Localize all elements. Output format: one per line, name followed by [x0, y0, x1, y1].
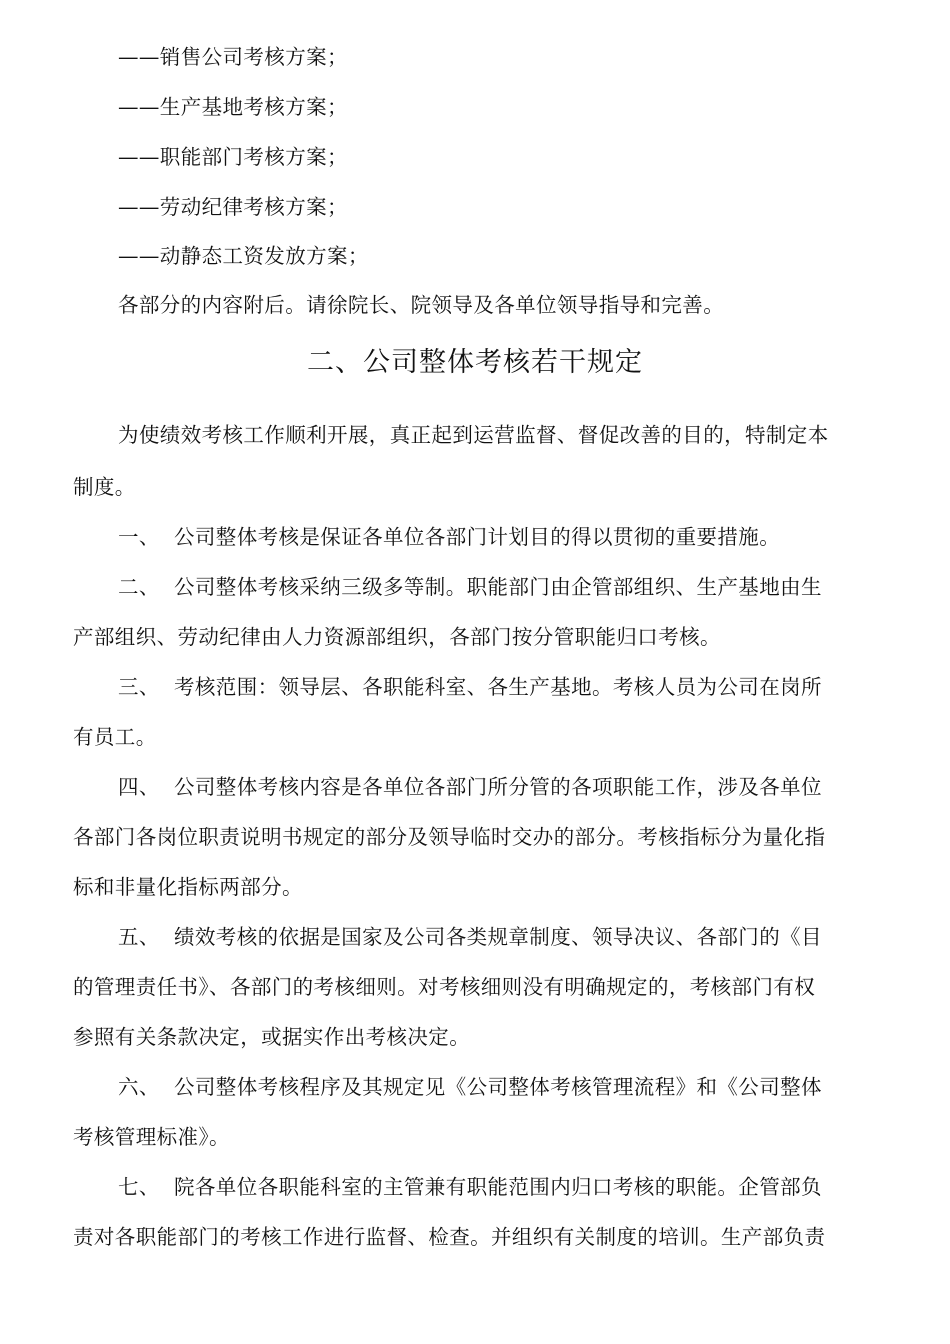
clause-number: 三、	[118, 675, 160, 699]
clause-text: 公司整体考核程序及其规定见《公司整体考核管理流程》和《公司整体	[174, 1075, 822, 1099]
clause-text: 公司整体考核内容是各单位各部门所分管的各项职能工作，涉及各单位	[174, 775, 822, 799]
section-title: 二、公司整体考核若干规定	[307, 347, 643, 378]
clause-text: 公司整体考核是保证各单位各部门计划目的得以贯彻的重要措施。	[174, 525, 781, 549]
clause-5	[118, 912, 878, 962]
list-item: ——职能部门考核方案；	[118, 145, 348, 169]
clause-6	[118, 1062, 878, 1112]
clause-1	[118, 512, 878, 562]
clause-text: 产部组织、劳动纪律由人力资源部组织，各部门按分管职能归口考核。	[73, 625, 721, 649]
preamble-line: 为使绩效考核工作顺利开展，真正起到运营监督、督促改善的目的，特制定本	[118, 423, 829, 447]
list-item: ——销售公司考核方案；	[118, 45, 348, 69]
clause-text: 公司整体考核采纳三级多等制。职能部门由企管部组织、生产基地由生	[174, 575, 822, 599]
clause-number: 二、	[118, 575, 160, 599]
clause-number: 六、	[118, 1075, 160, 1099]
clause-text: 院各单位各职能科室的主管兼有职能范围内归口考核的职能。企管部负	[174, 1175, 822, 1199]
clause-4	[118, 762, 878, 812]
list-item: ——劳动纪律考核方案；	[118, 195, 348, 219]
clause-number: 七、	[118, 1175, 160, 1199]
clause-2	[118, 562, 878, 612]
clause-7	[118, 1162, 878, 1212]
clause-text: 各部门各岗位职责说明书规定的部分及领导临时交办的部分。考核指标分为量化指	[73, 825, 826, 849]
clause-text: 考核范围：领导层、各职能科室、各生产基地。考核人员为公司在岗所	[174, 675, 822, 699]
clause-number: 一、	[118, 525, 160, 549]
clause-text: 的管理责任书》、各部门的考核细则。对考核细则没有明确规定的，考核部门有权	[73, 975, 816, 999]
list-item: ——生产基地考核方案；	[118, 95, 348, 119]
clause-text: 参照有关条款决定，或据实作出考核决定。	[73, 1025, 471, 1049]
clause-3	[118, 662, 878, 712]
clause-text: 标和非量化指标两部分。	[73, 875, 303, 899]
clause-number: 五、	[118, 925, 160, 949]
clause-text: 有员工。	[73, 725, 157, 749]
clause-number: 四、	[118, 775, 160, 799]
intro-note: 各部分的内容附后。请徐院长、院领导及各单位领导指导和完善。	[118, 293, 725, 317]
clause-text: 绩效考核的依据是国家及公司各类规章制度、领导决议、各部门的《目	[174, 925, 822, 949]
preamble-line: 制度。	[73, 475, 136, 499]
list-item: ——动静态工资发放方案；	[118, 244, 369, 268]
clause-text: 考核管理标准》。	[73, 1125, 230, 1149]
clause-text: 责对各职能部门的考核工作进行监督、检查。并组织有关制度的培训。生产部负责	[73, 1225, 826, 1249]
